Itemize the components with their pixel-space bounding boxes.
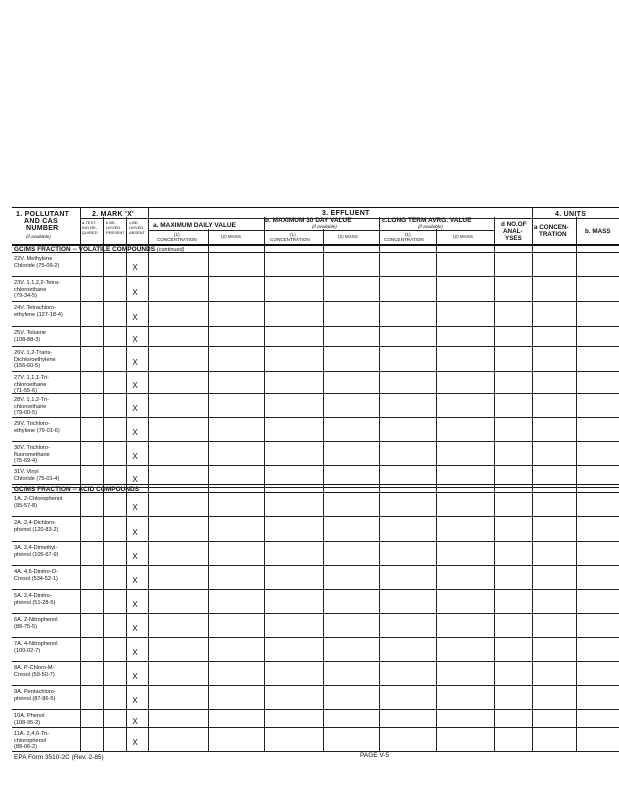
- testing-required-l2: ING RE-: [82, 225, 98, 230]
- a-mass: (2) MASS: [221, 234, 241, 239]
- believed-absent-mark[interactable]: X: [132, 475, 138, 484]
- units-conc-l1: a CONCEN-: [534, 224, 569, 231]
- table-row: [12, 686, 619, 710]
- believed-absent-mark[interactable]: X: [132, 600, 138, 609]
- table-row: [12, 517, 619, 542]
- pollutant-name-line: 8A. P-Chloro-M-: [14, 665, 55, 671]
- pollutant-name: [14, 617, 80, 630]
- believed-absent-mark[interactable]: X: [132, 404, 138, 413]
- table-row: [12, 542, 619, 566]
- pollutant-name-line: Chloride (75-01-4): [14, 475, 60, 482]
- pollutant-name-line: fluoromethane: [14, 451, 50, 458]
- long-term-note: (if available): [418, 224, 443, 229]
- pollutant-name: [14, 545, 80, 558]
- pollutant-name-line: 23V. 1,1,2,2-Tetra-: [14, 280, 60, 286]
- pollutant-name: [14, 350, 80, 370]
- table-row: [12, 302, 619, 327]
- believed-absent-mark[interactable]: X: [132, 672, 138, 681]
- b-conc-l1: (1): [290, 232, 296, 237]
- table-row: [12, 590, 619, 614]
- table-row: [12, 394, 619, 418]
- pollutant-name-line: (95-57-8): [14, 502, 38, 509]
- analyses-l1: d NO.OF: [501, 221, 527, 228]
- pollutant-name-line: chloroethane: [14, 286, 47, 293]
- c-conc-l1: (1): [405, 232, 411, 237]
- believed-absent-mark[interactable]: X: [132, 552, 138, 561]
- pollutant-name-line: Cresol (59-50-7): [14, 671, 55, 678]
- pollutant-name: [14, 421, 80, 434]
- max-30day-header: b. MAXIMUM 30 DAY VALUE: [265, 217, 352, 224]
- pollutant-name-line: (156-60-5): [14, 363, 41, 370]
- table-row: [12, 277, 619, 302]
- table-row: [12, 614, 619, 638]
- believed-present-l1: b.BE-: [106, 220, 117, 225]
- pollutant-name-line: phenol (120-83-2): [14, 526, 59, 533]
- believed-present-l2: LIEVED: [106, 225, 121, 230]
- believed-absent-mark[interactable]: X: [132, 428, 138, 437]
- pollutant-name-line: (79-34-5): [14, 293, 38, 300]
- believed-absent-mark[interactable]: X: [132, 335, 138, 344]
- pollutant-name-line: phenol (51-28-5): [14, 599, 56, 606]
- pollutant-header-line1: 1. POLLUTANT: [16, 211, 70, 218]
- units-conc-l2: TRATION: [539, 231, 567, 238]
- pollutant-name-line: 27V. 1,1,1-Tri-: [14, 375, 50, 381]
- believed-absent-mark[interactable]: X: [132, 503, 138, 512]
- a-conc-l1: (1): [174, 232, 180, 237]
- pollutant-name-line: (88-75-5): [14, 623, 38, 630]
- table-row: [12, 372, 619, 394]
- pollutant-name-line: 26V. 1,2-Trans-: [14, 350, 53, 356]
- pollutant-name-line: 2A. 2,4-Dichloro-: [14, 520, 56, 526]
- table-row: [12, 253, 619, 277]
- pollutant-name: [14, 665, 80, 678]
- b-mass: (2) MASS: [338, 234, 358, 239]
- pollutant-name: [14, 397, 80, 417]
- believed-present-l3: PRESENT: [106, 230, 125, 235]
- max-30day-note: (if available): [312, 224, 337, 229]
- believed-absent-mark[interactable]: X: [132, 313, 138, 322]
- pollutant-name-line: 6A. 2-Nitrophenol: [14, 617, 58, 623]
- pollutant-name-line: (88-06-2): [14, 744, 38, 751]
- pollutant-name-line: 10A. Phenol: [14, 713, 45, 719]
- pollutant-name: [14, 375, 80, 395]
- believed-absent-mark[interactable]: X: [132, 381, 138, 390]
- pollutant-header-line2: AND CAS: [24, 218, 58, 225]
- pollutant-name-line: Cresol (534-52-1): [14, 575, 58, 582]
- pollutant-name-line: 4A. 4,6-Dinitro-O-: [14, 569, 58, 575]
- table-row: [12, 442, 619, 466]
- pollutant-name: [14, 731, 80, 751]
- testing-required-l3: QUIRED: [82, 230, 98, 235]
- pollutant-name-line: 31V. Vinyl: [14, 469, 39, 475]
- pollutant-name: [14, 305, 80, 318]
- pollutant-name-line: phenol (87-86-5): [14, 695, 56, 702]
- pollutant-name-line: 28V. 1,1,2-Tri-: [14, 397, 50, 403]
- believed-absent-mark[interactable]: X: [132, 717, 138, 726]
- table-row: [12, 347, 619, 372]
- c-conc-l2: CONCENTRATION: [384, 237, 424, 242]
- table-row: [12, 327, 619, 347]
- pollutant-name: [14, 330, 80, 343]
- effluent-header: 3. EFFLUENT: [322, 210, 370, 217]
- form-number: EPA Form 3510-2C (Rev. 2-85): [14, 754, 104, 761]
- pollutant-name: [14, 713, 80, 726]
- pollutant-name-line: 24V. Tetrachloro-: [14, 305, 56, 311]
- pollutant-name-line: (100-02-7): [14, 647, 41, 654]
- believed-absent-l2: LIEVED: [129, 225, 144, 230]
- believed-absent-mark[interactable]: X: [132, 263, 138, 272]
- pollutant-name-line: (108-88-3): [14, 336, 41, 343]
- pollutant-name-line: 25V. Toluene: [14, 330, 47, 336]
- believed-absent-l1: c.BE-: [129, 220, 139, 225]
- believed-absent-mark[interactable]: X: [132, 576, 138, 585]
- pollutant-name: [14, 496, 80, 509]
- pollutant-name: [14, 593, 80, 606]
- believed-absent-mark[interactable]: X: [132, 452, 138, 461]
- pollutant-name-line: 9A. Pentachloro-: [14, 689, 56, 695]
- pollutant-name: [14, 641, 80, 654]
- pollutant-name-line: (108-95-2): [14, 719, 41, 726]
- pollutant-name: [14, 445, 80, 465]
- pollutant-name-line: chloroethane: [14, 403, 47, 410]
- pollutant-name-line: (75-69-4): [14, 458, 38, 465]
- analyses-l3: YSES: [505, 235, 522, 242]
- believed-absent-mark[interactable]: X: [132, 358, 138, 367]
- pollutant-header-line3: NUMBER: [26, 225, 59, 232]
- pollutant-name-line: 11A. 2,4,6-Tri-: [14, 731, 50, 737]
- b-conc-l2: CONCENTRATION: [270, 237, 310, 242]
- pollutant-name-line: 22V. Methylene: [14, 256, 53, 262]
- pollutant-name-line: (71-55-6): [14, 388, 38, 395]
- pollutant-name: [14, 256, 80, 269]
- believed-absent-mark[interactable]: X: [132, 528, 138, 537]
- pollutant-name-line: 3A. 2,4-Dimethyl-: [14, 545, 58, 551]
- pollutant-name: [14, 689, 80, 702]
- pollutant-name-line: Chloride (75-09-2): [14, 262, 60, 269]
- c-mass: (2) MASS: [453, 234, 473, 239]
- pollutant-name: [14, 280, 80, 300]
- units-mass: b. MASS: [585, 228, 611, 235]
- believed-absent-mark[interactable]: X: [132, 696, 138, 705]
- believed-absent-mark[interactable]: X: [132, 624, 138, 633]
- pollutant-header-note: (if available): [26, 234, 51, 239]
- table-row: [12, 728, 619, 752]
- units-header: 4. UNITS: [555, 211, 587, 218]
- long-term-header: c.LONG TERM AVRG. VALUE: [382, 217, 472, 224]
- pollutant-name: [14, 520, 80, 533]
- believed-absent-mark[interactable]: X: [132, 648, 138, 657]
- table-row: [12, 466, 619, 488]
- mark-x-header: 2. MARK 'X': [92, 211, 135, 218]
- testing-required-l1: a.TEST-: [82, 220, 97, 225]
- believed-absent-mark[interactable]: X: [132, 288, 138, 297]
- table-row: [12, 638, 619, 662]
- pollutant-name-line: Dichloroethylene: [14, 356, 56, 363]
- pollutant-name-line: phenol (105-67-9): [14, 551, 59, 558]
- section-title: GC/MS FRACTION -- ACID COMPOUNDS: [14, 486, 140, 493]
- section-note: (continued): [156, 247, 185, 253]
- table-row: [12, 418, 619, 442]
- max-daily-header: a. MAXIMUM DAILY VALUE: [153, 222, 236, 229]
- a-conc-l2: CONCENTRATION: [157, 237, 197, 242]
- pollutant-name-line: 5A. 2,4-Dinitro-: [14, 593, 52, 599]
- pollutant-name-line: 30V. Trichloro-: [14, 445, 50, 451]
- believed-absent-mark[interactable]: X: [132, 738, 138, 747]
- pollutant-name-line: 7A. 4-Nitrophenol: [14, 641, 58, 647]
- table-row: [12, 662, 619, 686]
- pollutant-name: [14, 469, 80, 482]
- pollutant-name-line: 29V. Trichloro-: [14, 421, 50, 427]
- believed-absent-l3: ABSENT: [129, 230, 146, 235]
- analyses-l2: ANAL-: [503, 228, 523, 235]
- pollutant-name-line: (79-00-5): [14, 410, 38, 417]
- effluent-form: [12, 207, 619, 752]
- table-row: [12, 566, 619, 590]
- page-number: PAGE V-5: [360, 752, 390, 759]
- pollutant-name-line: ethylene (127-18-4): [14, 311, 63, 318]
- pollutant-name-line: chlorophenol: [14, 737, 47, 744]
- table-row: [12, 493, 619, 517]
- pollutant-name-line: 1A. 2-Chlorophenol: [14, 496, 63, 502]
- pollutant-name-line: ethylene (79-01-6): [14, 427, 60, 434]
- section-volatile: [12, 244, 619, 253]
- section-title: GC/MS FRACTION -- VOLATILE COMPOUNDS: [14, 246, 156, 253]
- pollutant-name-line: chloroethane: [14, 381, 47, 388]
- table-row: [12, 710, 619, 728]
- pollutant-name: [14, 569, 80, 582]
